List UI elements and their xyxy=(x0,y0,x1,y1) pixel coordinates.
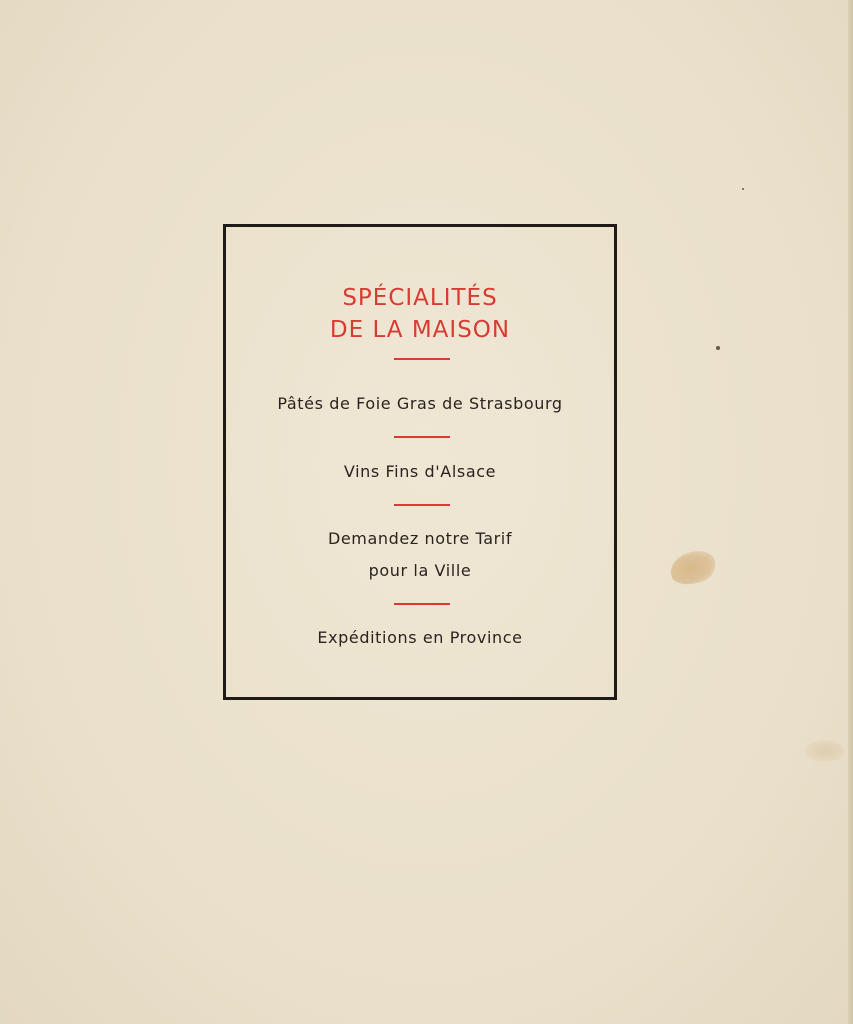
card-title-line-2: DE LA MAISON xyxy=(329,317,511,343)
paper-speck xyxy=(716,346,720,350)
card-title-line-1: SPÉCIALITÉS xyxy=(342,285,498,311)
item-tarif-line-2: pour la Ville xyxy=(368,561,472,580)
paper-stain-faint xyxy=(805,740,845,762)
paper-edge xyxy=(848,0,853,1024)
item-foie-gras: Pâtés de Foie Gras de Strasbourg xyxy=(277,394,563,413)
red-divider xyxy=(394,603,450,605)
red-divider xyxy=(394,436,450,438)
red-divider xyxy=(394,358,450,360)
paper-speck xyxy=(742,188,744,190)
item-tarif-line-1: Demandez notre Tarif xyxy=(327,529,513,548)
item-vins-alsace: Vins Fins d'Alsace xyxy=(343,462,497,481)
item-expeditions: Expéditions en Province xyxy=(317,628,523,647)
specialites-card xyxy=(223,224,617,700)
red-divider xyxy=(394,504,450,506)
